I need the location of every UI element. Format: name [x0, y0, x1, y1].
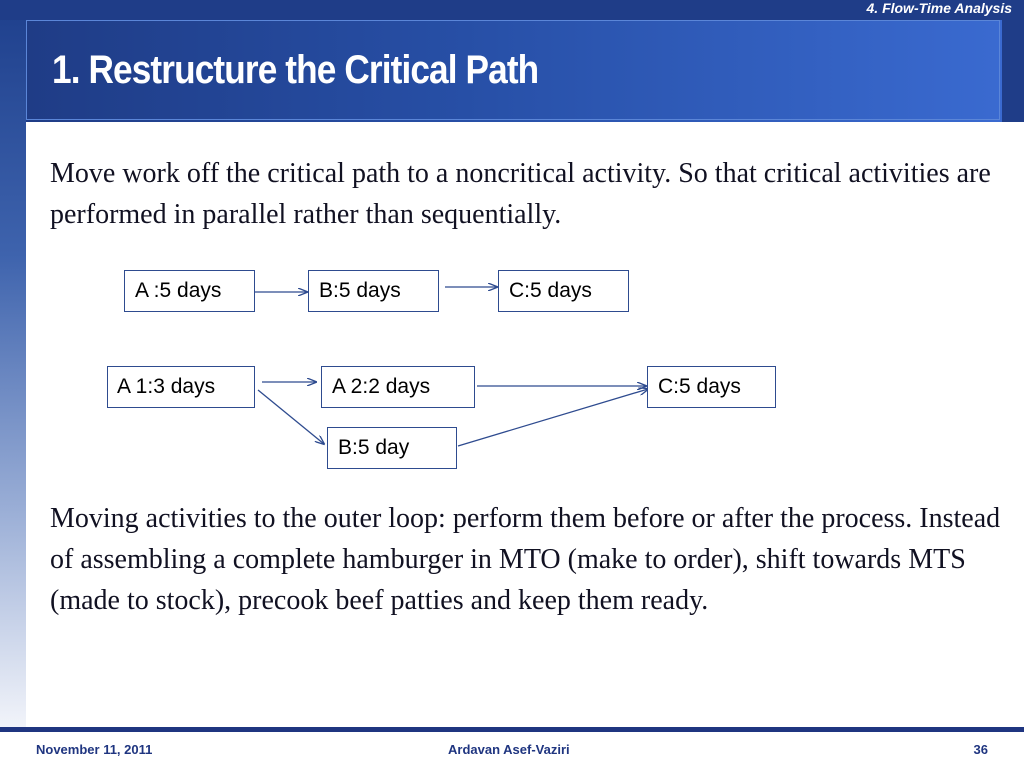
footer-line: [0, 727, 1024, 732]
section-label: 4. Flow-Time Analysis: [866, 0, 1012, 16]
outer-loop-paragraph: Moving activities to the outer loop: perform them before or after the process. Instead of assembling a complete hamburger in MTO (make to order), shift towards MTS (made to stock), precook beef patties and keep them ready.: [50, 503, 1001, 616]
node-b-5-day: B:5 day: [327, 427, 457, 469]
footer-date: November 11, 2011: [36, 742, 153, 757]
footer-author: Ardavan Asef-Vaziri: [448, 742, 570, 757]
node-c-5-days-parallel: C:5 days: [647, 366, 776, 408]
node-c-5-days: C:5 days: [498, 270, 629, 312]
node-a2-2-days: A 2:2 days: [321, 366, 475, 408]
node-a-5-days: A :5 days: [124, 270, 255, 312]
intro-paragraph: Move work off the critical path to a noncritical activity. So that critical activities are performed in parallel rather than sequentially.: [50, 158, 991, 230]
arrow-a1-to-b: [258, 390, 324, 444]
page-number: 36: [973, 742, 988, 757]
node-a1-3-days: A 1:3 days: [107, 366, 255, 408]
node-b-5-days: B:5 days: [308, 270, 439, 312]
slide-title: 1. Restructure the Critical Path: [52, 48, 539, 92]
arrow-b-to-c2: [458, 389, 648, 446]
